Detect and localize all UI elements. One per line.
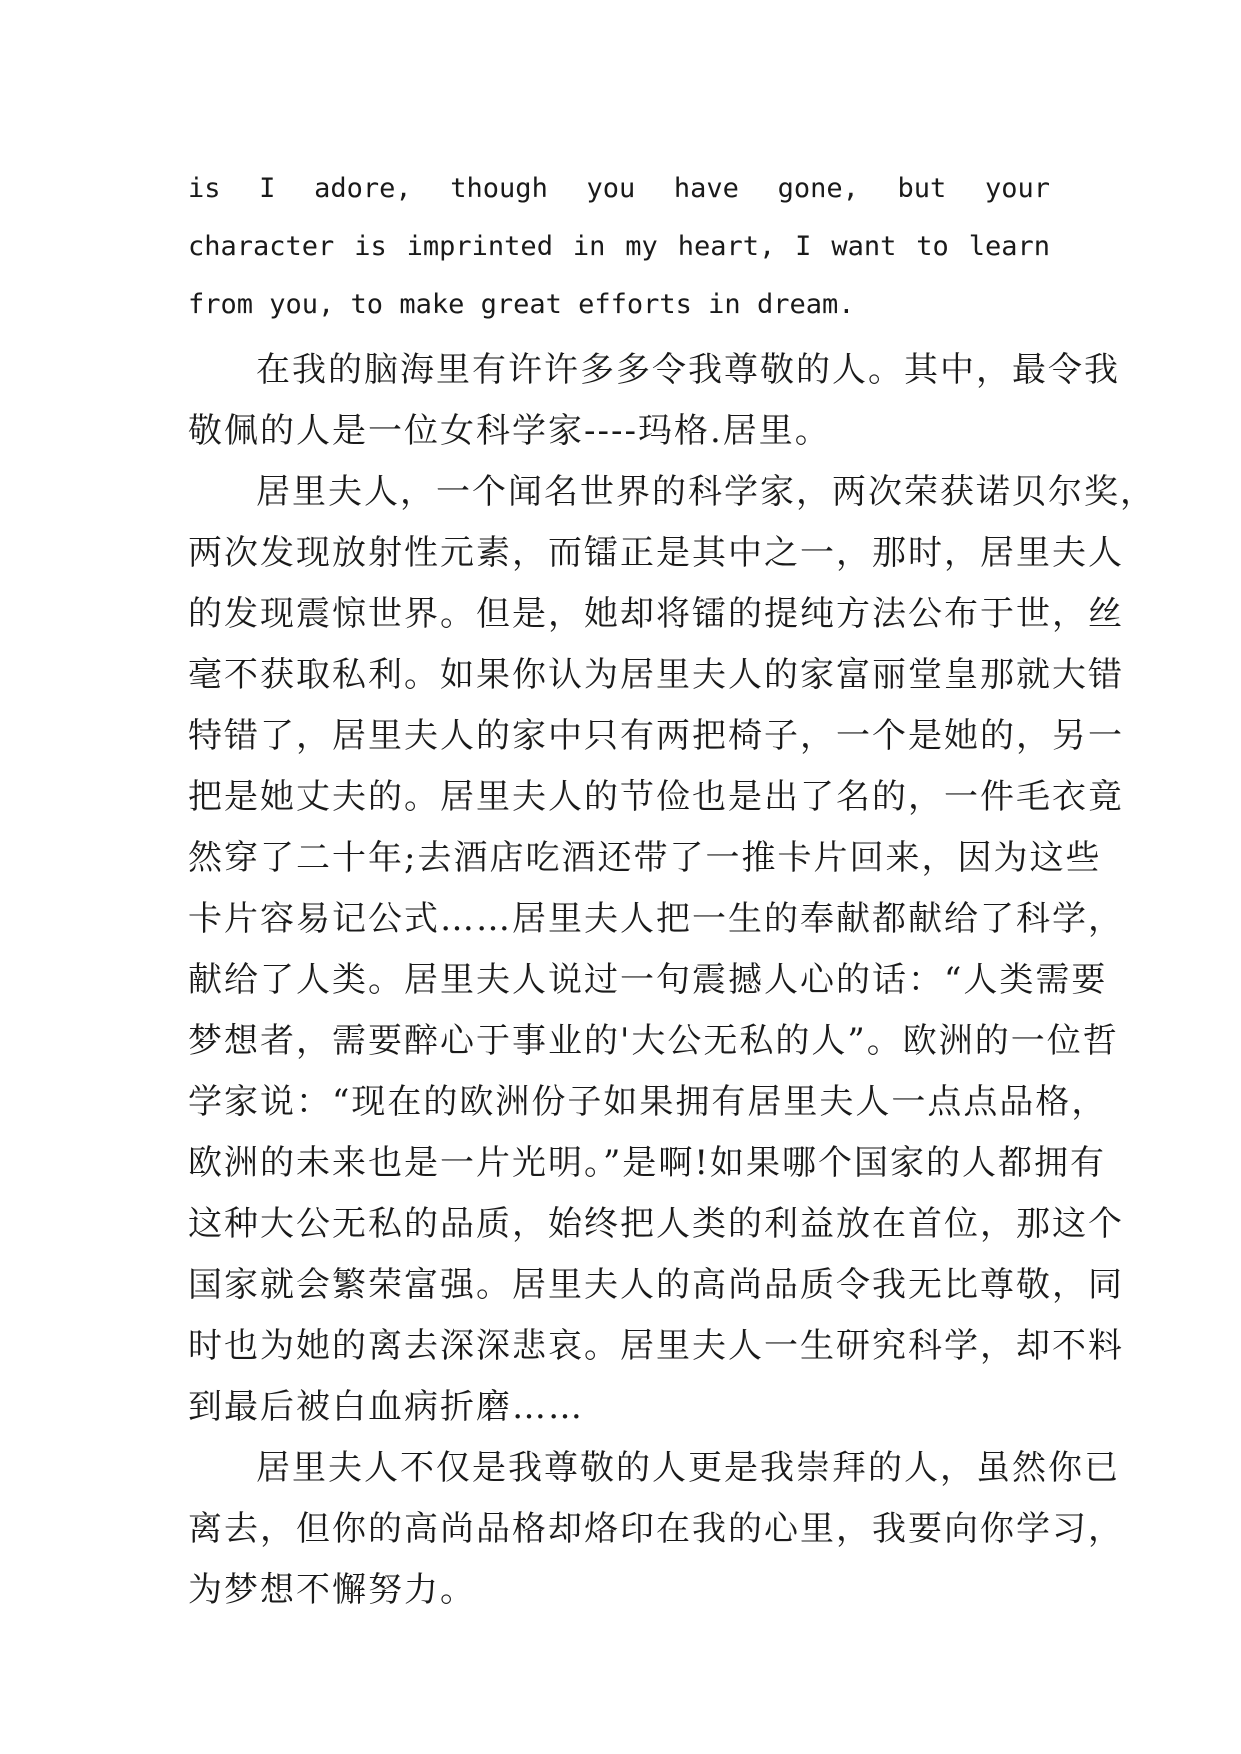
text-line: 特错了，居里夫人的家中只有两把椅子，一个是她的，另一 <box>188 716 1124 756</box>
document-body <box>188 160 1156 1621</box>
text-line: 毫不获取私利。如果你认为居里夫人的家富丽堂皇那就大错 <box>188 655 1124 695</box>
text-line: 学家说：“现在的欧洲份子如果拥有居里夫人一点点品格， <box>188 1082 1108 1122</box>
text-line: 然穿了二十年;去酒店吃酒还带了一推卡片回来，因为这些 <box>188 838 1102 878</box>
paragraph-intro <box>188 340 1120 462</box>
text-line: 这种大公无私的品质，始终把人类的利益放在首位，那这个 <box>188 1204 1124 1244</box>
text-line: 居里夫人不仅是我尊敬的人更是我崇拜的人，虽然你已 <box>256 1448 1120 1488</box>
paragraph-body <box>188 462 1156 1438</box>
text-line: 在我的脑海里有许许多多令我尊敬的人。其中，最令我 <box>256 350 1120 390</box>
text-line: 献给了人类。居里夫人说过一句震撼人心的话：“人类需要 <box>188 960 1108 1000</box>
text-line: character is imprinted in my heart, I want to learn <box>188 231 1050 262</box>
english-paragraph <box>188 160 1050 334</box>
text-line: 欧洲的未来也是一片光明。”是啊!如果哪个国家的人都拥有 <box>188 1143 1107 1183</box>
paragraph-conclusion <box>188 1438 1124 1621</box>
text-line: 的发现震惊世界。但是，她却将镭的提纯方法公布于世，丝 <box>188 594 1124 634</box>
text-line: 时也为她的离去深深悲哀。居里夫人一生研究科学，却不料 <box>188 1326 1124 1366</box>
text-line: 离去，但你的高尚品格却烙印在我的心里，我要向你学习， <box>188 1509 1124 1549</box>
text-line: 卡片容易记公式……居里夫人把一生的奉献都献给了科学， <box>188 899 1124 939</box>
text-line: 国家就会繁荣富强。居里夫人的高尚品质令我无比尊敬，同 <box>188 1265 1124 1305</box>
text-line: 为梦想不懈努力。 <box>188 1570 476 1610</box>
text-line: from you, to make great efforts in dream. <box>188 289 855 320</box>
text-line: is I adore, though you have gone, but your <box>188 173 1050 204</box>
text-line: 敬佩的人是一位女科学家----玛格.居里。 <box>188 411 831 451</box>
text-line: 居里夫人，一个闻名世界的科学家，两次荣获诺贝尔奖， <box>256 472 1156 512</box>
text-line: 两次发现放射性元素，而镭正是其中之一，那时，居里夫人 <box>188 533 1124 573</box>
text-line: 把是她丈夫的。居里夫人的节俭也是出了名的，一件毛衣竟 <box>188 777 1124 817</box>
text-line: 梦想者，需要醉心于事业的'大公无私的人”。欧洲的一位哲 <box>188 1021 1119 1061</box>
text-line: 到最后被白血病折磨…… <box>188 1387 584 1427</box>
